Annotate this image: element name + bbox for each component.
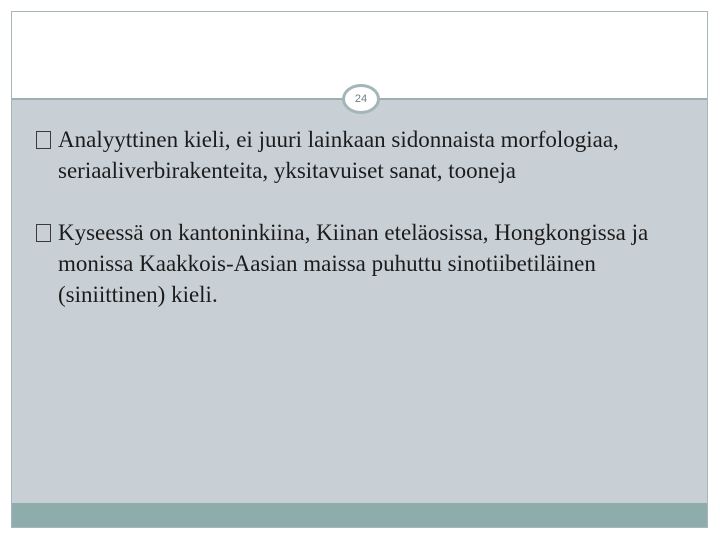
bullet-item — [36, 217, 676, 310]
bullet-box-icon — [36, 224, 51, 242]
bullet-text: Analyyttinen kieli, ei juuri lainkaan sidonnaista morfologiaa, seriaaliverbirakenteita, yksitavuiset sanat, tooneja — [58, 127, 619, 183]
bullet-list — [36, 124, 676, 341]
page-number-badge — [342, 84, 380, 114]
bullet-item — [36, 124, 676, 186]
bullet-text: Kyseessä on kantoninkiina, Kiinan eteläosissa, Hongkongissa ja monissa Kaakkois-Aasian maissa puhuttu sinotiibetiläinen (siniittinen) kieli. — [58, 220, 649, 307]
page-number: 24 — [354, 92, 368, 105]
bullet-box-icon — [36, 131, 51, 149]
footer-bar — [12, 503, 707, 527]
